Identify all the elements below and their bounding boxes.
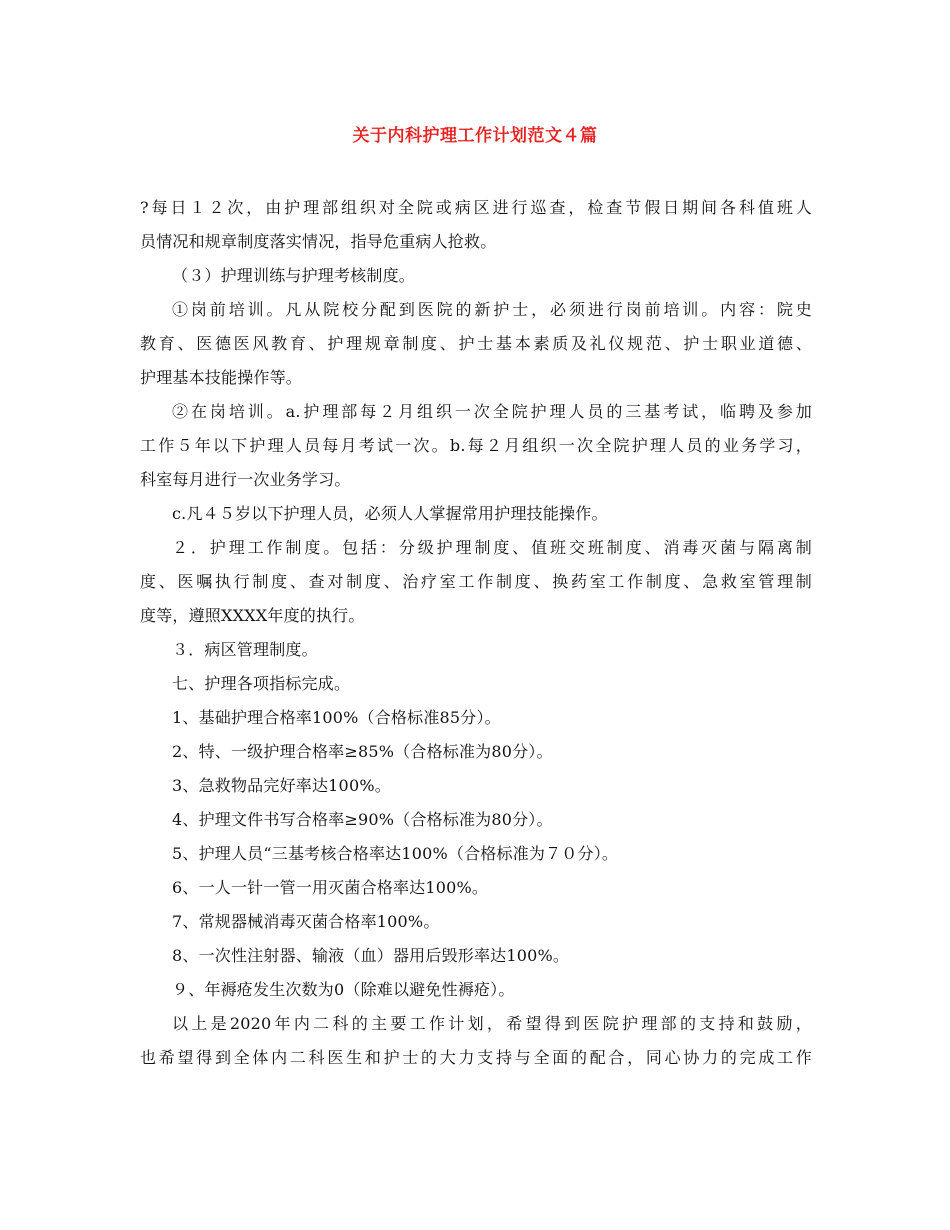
paragraph-line: ３．病区管理制度。: [172, 640, 318, 659]
paragraph-line: 度、医嘱执行制度、查对制度、治疗室工作制度、换药室工作制度、急救室管理制: [140, 572, 812, 591]
paragraph-line: ２．护理工作制度。包括：分级护理制度、值班交班制度、消毒灭菌与隔离制: [172, 538, 812, 557]
paragraph-line: 护理基本技能操作等。: [140, 368, 303, 387]
list-item: 2、特、一级护理合格率≥85%（合格标准为80分）。: [172, 742, 553, 761]
paragraph-line: ①岗前培训。凡从院校分配到医院的新护士，必须进行岗前培训。内容：院史: [172, 300, 812, 319]
paragraph-line: c.凡４５岁以下护理人员，必须人人掌握常用护理技能操作。: [172, 504, 608, 523]
list-item: 5、护理人员“三基考核合格率达100%（合格标准为７０分）。: [172, 844, 619, 863]
list-item: 8、一次性注射器、输液（血）器用后毁形率达100%。: [172, 946, 570, 965]
paragraph-line: 也希望得到全体内二科医生和护士的大力支持与全面的配合，同心协力的完成工作: [140, 1048, 812, 1067]
list-item: 1、基础护理合格率100%（合格标准85分）。: [172, 708, 501, 727]
paragraph-line: 以上是2020年内二科的主要工作计划，希望得到医院护理部的支持和鼓励，: [172, 1014, 812, 1033]
paragraph-line: 员情况和规章制度落实情况，指导危重病人抢救。: [140, 232, 497, 251]
list-item: 4、护理文件书写合格率≥90%（合格标准为80分）。: [172, 810, 553, 829]
paragraph-line: （３）护理训练与护理考核制度。: [172, 266, 416, 285]
paragraph-line: 度等，遵照XXXX年度的执行。: [140, 606, 365, 625]
paragraph-line: 七、护理各项指标完成。: [172, 674, 351, 693]
paragraph-line: 教育、医德医风教育、护理规章制度、护士基本素质及礼仪规范、护士职业道德、: [140, 334, 812, 353]
paragraph-line: ?每日１２次，由护理部组织对全院或病区进行巡查，检查节假日期间各科值班人: [140, 198, 812, 217]
list-item: 3、急救物品完好率达100%。: [172, 776, 391, 795]
paragraph-line: ②在岗培训。a.护理部每２月组织一次全院护理人员的三基考试，临聘及参加: [172, 402, 812, 421]
document-title: 关于内科护理工作计划范文４篇: [352, 126, 598, 146]
list-item: ９、年褥疮发生次数为0（除难以避免性褥疮）。: [172, 980, 515, 999]
paragraph-line: 工作５年以下护理人员每月考试一次。b.每２月组织一次全院护理人员的业务学习，: [140, 436, 812, 455]
list-item: 6、一人一针一管一用灭菌合格率达100%。: [172, 878, 489, 897]
paragraph-line: 科室每月进行一次业务学习。: [140, 470, 351, 489]
list-item: 7、常规器械消毒灭菌合格率100%。: [172, 912, 440, 931]
